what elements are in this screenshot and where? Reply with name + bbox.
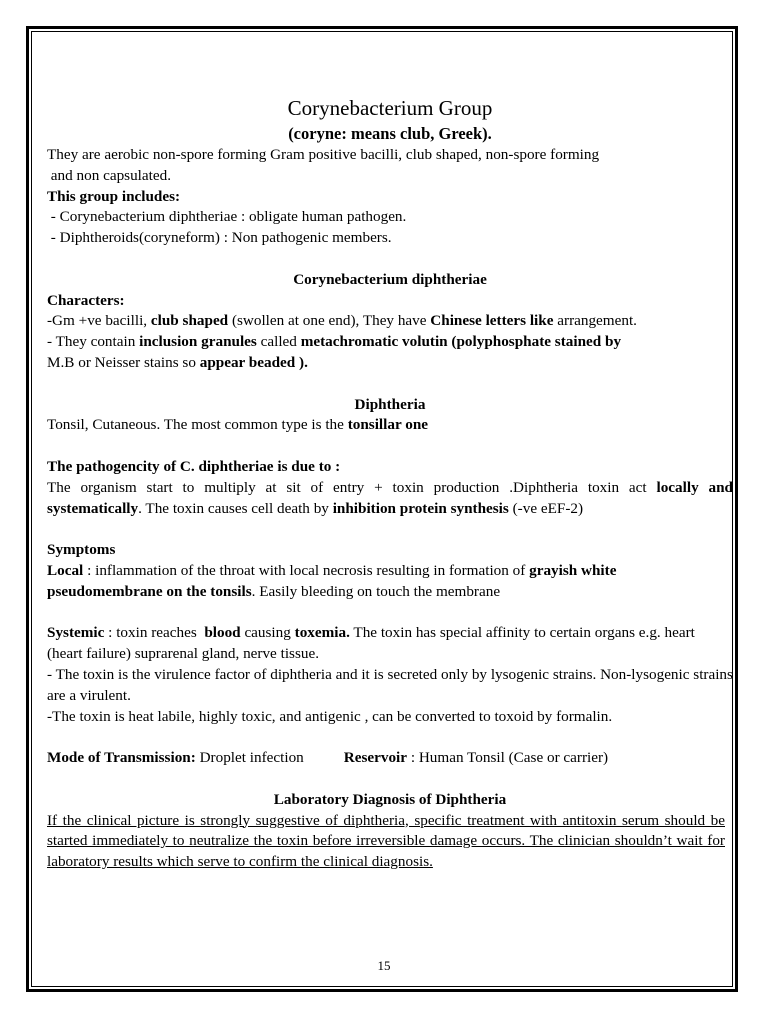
page-subtitle: (coryne: means club, Greek). — [288, 124, 492, 143]
group-heading: This group includes: — [47, 187, 181, 205]
page-title: Corynebacterium Group — [287, 96, 493, 120]
symptoms-local: Local : inflammation of the throat with local necrosis resulting in formation of grayish white pseudomembrane on the tonsils. Easily bleeding on touch the membrane — [47, 561, 617, 600]
mode-of-transmission: Mode of Transmission: Droplet infection Reservoir : Human Tonsil (Case or carrier) — [47, 749, 609, 767]
lab-diagnosis-heading: Laboratory Diagnosis of Diphtheria — [273, 790, 507, 808]
characters-line-3: M.B or Neisser stains so appear beaded ). — [47, 353, 308, 371]
intro-line-1: They are aerobic non-spore forming Gram positive bacilli, club shaped, non-spore forming — [47, 146, 600, 163]
characters-heading: Characters: — [47, 291, 125, 309]
group-item-2: - Diphtheroids(coryneform) : Non pathogenic members. — [47, 229, 392, 247]
cd-heading: Corynebacterium diphtheriae — [293, 270, 487, 288]
diphtheria-text: Tonsil, Cutaneous. The most common type is the tonsillar one — [47, 416, 429, 434]
toxin-properties: -The toxin is heat labile, highly toxic, and antigenic , can be converted to toxoid by formalin. — [47, 707, 613, 725]
symptoms-systemic: Systemic : toxin reaches blood causing toxemia. The toxin has special affinity to certain organs e.g. heart (heart failure) suprarenal gland, nerve tissue. — [47, 624, 695, 663]
intro-line-2: and non capsulated. — [47, 166, 171, 184]
pathogenicity-text: The organism start to multiply at sit of entry + toxin production .Diphtheria toxin act locally and systematically. The toxin causes cell death by inhibition protein synthesis (-ve eEF-2) — [47, 478, 734, 517]
group-item-1: - Corynebacterium diphtheriae : obligate human pathogen. — [47, 208, 407, 226]
toxin-virulence: - The toxin is the virulence factor of diphtheria and it is secreted only by lysogenic strains. Non-lysogenic strains are a virulent. — [47, 665, 733, 704]
page-number: 15 — [377, 958, 391, 973]
lab-diagnosis-text: If the clinical picture is strongly suggestive of diphtheria, specific treatment with antitoxin serum should be started immediately to neutralize the toxin before irreversible damage occurs. The clinician shouldn’t wait for laboratory results which serve to confirm the clinical diagnosis. — [47, 811, 725, 871]
characters-line-1: -Gm +ve bacilli, club shaped (swollen at one end), They have Chinese letters like arrangement. — [47, 312, 637, 330]
diphtheria-heading: Diphtheria — [354, 395, 426, 413]
document-body — [47, 94, 733, 873]
characters-line-2: - They contain inclusion granules called metachromatic volutin (polyphosphate stained by — [47, 333, 622, 351]
symptoms-heading: Symptoms — [47, 541, 116, 559]
pathogenicity-heading: The pathogencity of C. diphtheriae is due to : — [47, 457, 341, 475]
